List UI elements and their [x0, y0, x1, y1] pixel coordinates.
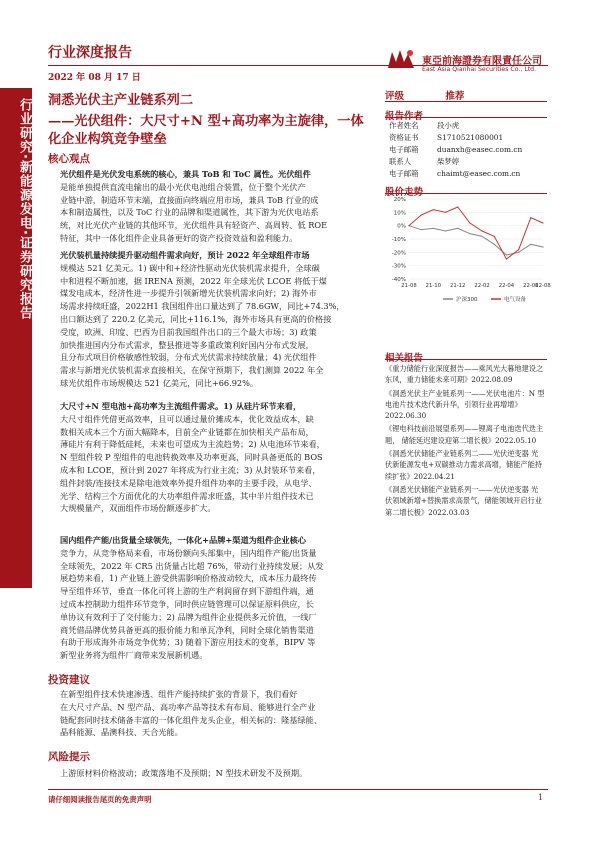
- paragraph-4: [60, 534, 375, 662]
- x-tick-label: 22-04: [498, 283, 515, 289]
- p2-line: 出口额达到了 220.2 亿美元，同比+116.1%，海外市场具有更高的价格接: [60, 313, 332, 324]
- analyst-row: [389, 120, 522, 132]
- paragraph-3: [60, 400, 375, 515]
- company-logo-icon: [384, 48, 418, 70]
- legend-label: 沪深300: [456, 297, 478, 303]
- y-tick-label: -10%: [391, 237, 406, 243]
- p4-line: 新型业务将为组件厂商带来发展新机遇。: [60, 650, 208, 661]
- authors-label: 报告作者: [385, 111, 424, 122]
- authors-header: [385, 104, 547, 122]
- p3-line: 数相关成本三个方面大幅降本，目前全产业链都在加快相关产品布局，: [60, 426, 314, 437]
- footer-divider: [48, 789, 548, 790]
- p1-line: 本和制造属性，以及 ToC 行业的品牌和渠道属性，其下游为光伏电站系: [60, 207, 319, 218]
- report-title-line2: ——光伏组件：大尺寸+N 型+高功率为主旋律，一体: [48, 114, 364, 129]
- p3-line: 组件封装/连接技术是除电池效率外提升组件功率的主要手段，从电学、: [60, 477, 317, 488]
- related-item[interactable]: 《洞悉光伏储能产业链系列二——光伏逆变器 光伏新能源发电+双碳推动力需求高增，储能产能持续扩张》2022.04.21: [385, 449, 542, 481]
- analyst-value: 柴梦婷: [437, 157, 460, 166]
- series-point: [433, 228, 434, 229]
- p4-line: 单协议有效利于了交付能力；2) 品牌为组件企业提供多元价值，一线厂: [60, 611, 317, 622]
- legend-label: 电气设备: [504, 297, 527, 303]
- p2-line: 规模达 521 亿美元。1) 碳中和+经济性驱动光伏装机需求提升，全球碳: [60, 262, 320, 273]
- series-point: [530, 244, 531, 245]
- y-tick-label: -30%: [391, 263, 406, 270]
- series-point: [494, 236, 495, 237]
- p6-line: 上游原材料价格波动；政策落地不及预期；N 型技术研发不及预期。: [60, 768, 308, 778]
- section-core: 核心观点: [48, 153, 90, 165]
- series-point: [506, 258, 507, 259]
- analyst-row: [389, 168, 522, 180]
- p1-line: 业链中游，制造环节末端，直接面向终端应用市场，兼具 ToB 行业的成: [60, 194, 319, 205]
- trend-header: [385, 180, 547, 198]
- related-header: [385, 346, 547, 364]
- related-list: [385, 363, 545, 518]
- p4-line: 有助于形成海外市场竞争优势；3) 随着下游应用技术的变革，BIPV 等: [60, 637, 316, 648]
- analyst-info: [389, 120, 522, 180]
- p1-line: 光伏组件是光伏发电系统的核心，兼具 ToB 和 ToC 属性。光伏组件: [60, 169, 311, 179]
- p2-line: 光伏装机量持续提升驱动组件需求向好，预计 2022 年全球组件市场: [60, 250, 310, 260]
- paragraph-5: [60, 688, 375, 739]
- x-tick-label: 22-02: [474, 283, 490, 289]
- stock-trend-chart: [385, 193, 551, 308]
- series-point: [433, 209, 434, 210]
- series-point: [421, 214, 422, 215]
- analyst-value: S1710521080001: [437, 133, 504, 142]
- p4-line: 国内组件产能/出货量全球领先，一体化+品牌+渠道为组件企业核心: [60, 535, 306, 545]
- series-point: [457, 206, 458, 207]
- series-line-1: [409, 207, 543, 259]
- p5-line: 链配套同时技术储备丰富的一体化组件龙头企业，相关标的：隆基绿能、: [60, 714, 323, 725]
- analyst-row: [389, 156, 522, 168]
- company-name-cn: 東亞前海證券有限責任公司: [422, 56, 542, 67]
- series-line-0: [409, 226, 543, 255]
- p2-line: 球光伏组件市场规模达 521 亿美元，同比+66.92%。: [60, 377, 259, 388]
- rating-value: 推荐: [445, 91, 465, 102]
- x-tick-label: 22-08: [535, 283, 551, 289]
- p4-line: 商凭借品牌优势具备更高的报价能力和单瓦净利，同时全球化销售渠道: [60, 624, 314, 635]
- analyst-email[interactable]: chaimt@easec.com.cn: [437, 169, 521, 178]
- report-title-line1: 洞悉光伏主产业链系列二: [48, 93, 194, 108]
- report-date: 2022 年 08 月 17 日: [48, 73, 141, 83]
- series-point: [457, 228, 458, 229]
- y-tick-label: 20%: [393, 197, 406, 203]
- p2-line: 场需求持续旺盛，2022H1 我国组件出口量达到了 78.6GW，同比+74.3%，: [60, 301, 345, 312]
- related-item[interactable]: 《重力储能行业深度报告——乘风光大暮地建设之东风，重力储能未来可期》2022.08.09: [385, 364, 544, 385]
- related-item[interactable]: 《洞悉光伏主产业链系列一——光伏电池片：N 型电池片技术迭代新升华，引领行业再增增》2022.06.30: [385, 388, 545, 421]
- series-point: [542, 246, 543, 247]
- analyst-row: [389, 132, 522, 144]
- related-label: 相关报告: [385, 353, 424, 364]
- p1-line: 统，对比光伏产业链的其他环节，光伏组件具有轻资产、高周转、低 ROE: [60, 220, 328, 231]
- section-risk: 风险提示: [48, 751, 90, 763]
- analyst-key: 电子邮箱: [389, 169, 419, 178]
- analyst-email[interactable]: duanxh@easec.com.cn: [437, 145, 523, 154]
- p1-line: 特征，其中一体化组件企业具备更好的资产投资效益和盈利能力。: [60, 232, 298, 243]
- series-point: [506, 254, 507, 255]
- p2-line: 且分布式项目价格敏感性较弱，分布式光伏需求持续放量；4) 光伏组件: [60, 352, 317, 363]
- p4-line: 竞争力，从竞争格局来看，市场份额向头部集中，国内组件产能/出货量: [60, 547, 317, 558]
- p3-line: N 型组件较 P 型组件的电池转换效率及功率更高，同时具备更低的 BOS: [60, 452, 323, 463]
- x-tick-label: 21-08: [401, 283, 417, 289]
- sidebar-text: 行业研究·新能源发电·证券研究报告: [17, 98, 32, 320]
- paragraph-2: [60, 249, 375, 390]
- analyst-row: [389, 144, 522, 156]
- y-tick-label: 0%: [397, 223, 406, 230]
- series-point: [445, 230, 446, 231]
- report-title-line3: 化企业构筑竞争壁垒: [48, 132, 167, 147]
- page-number: 1: [538, 793, 544, 802]
- y-tick-label: -20%: [391, 250, 406, 257]
- p2-line: 受度，欧洲、印度、巴西为目前我国组件出口的三个最大市场；3) 政策: [60, 326, 317, 337]
- p3-line: 成本和 LCOE，预计到 2027 年将成为行业主流；3) 从封装环节来看，: [60, 464, 321, 475]
- x-tick-label: 22-06: [523, 283, 539, 289]
- analyst-key: 作者姓名: [389, 121, 419, 130]
- analyst-key: 资格证书: [389, 133, 419, 142]
- related-item[interactable]: 《锂电科技前沿展望系列——锂离子电池迭代迭主题， 储能延迟建设迎第二增长极》2022.05.10: [385, 424, 544, 445]
- x-tick-label: 21-12: [450, 283, 466, 289]
- p3-line: 光学、结构三个方面优化的大功率组件需求旺盛，其中半片组件技术已: [60, 490, 314, 501]
- series-point: [518, 252, 519, 253]
- y-tick-label: -40%: [391, 277, 406, 283]
- analyst-value: 段小虎: [437, 121, 460, 130]
- p4-line: 全球领先，2022 年 CR5 出货量占比超 76%，带动行业持续发展；从发: [60, 560, 324, 571]
- p5-line: 在大尺寸产品、N 型产品、高功率产品等技术有布局、能够进行全产业: [60, 701, 316, 712]
- series-point: [469, 233, 470, 234]
- p3-line: 大尺寸+N 型电池+高功率为主流组件需求。1) 从硅片环节来看，: [60, 401, 302, 411]
- p1-line: 是能单独提供直流电输出的最小光伏电池组合装置，位于整个光伏产: [60, 181, 306, 192]
- series-point: [530, 217, 531, 218]
- footer-disclaimer[interactable]: 请仔细阅读报告尾页的免责声明: [48, 795, 152, 804]
- section-investment: 投资建议: [48, 674, 90, 686]
- series-point: [481, 236, 482, 237]
- series-point: [421, 229, 422, 230]
- paragraph-1: [60, 168, 375, 245]
- sidebar-banner: [0, 88, 32, 588]
- rating-row: [385, 88, 547, 102]
- series-point: [542, 222, 543, 223]
- p4-line: 过成本控制助力组件环节竞争，同时供应链管理可以保证原料供应，长: [60, 598, 314, 609]
- p2-line: 加快推进国内分布式需求，整县推进等多重政策利好国内分布式发展，: [60, 339, 314, 350]
- series-point: [494, 244, 495, 245]
- p3-line: 大尺寸组件凭借更高效率，且可以通过量价摊成本，优化效益成本，缺: [60, 413, 314, 424]
- series-point: [518, 249, 519, 250]
- p3-line: 薄硅片有利于降低硅耗，未来也可望成为主流趋势；2) 从电池环节来看，: [60, 439, 325, 450]
- p5-line: 晶科能源、晶澳科技、天合光能。: [60, 727, 183, 738]
- analyst-key: 电子邮箱: [389, 145, 419, 154]
- company-name-en: East Asia Qianhai Securities Co., Ltd.: [422, 66, 537, 73]
- x-tick-label: 21-10: [425, 283, 442, 289]
- p2-line: 需求与新增光伏装机需求直接相关，在保守预期下，我们测算 2022 年全: [60, 365, 324, 376]
- series-point: [469, 222, 470, 223]
- y-tick-label: 10%: [393, 210, 406, 217]
- p4-line: 展趋势来看，1) 产业链上游受供需影响价格波动较大，成本压力最终传: [60, 573, 317, 584]
- p2-line: 中和进程不断加速，据 IRENA 预测，2022 年全球光伏 LCOE 将低于煤: [60, 275, 327, 286]
- series-point: [445, 212, 446, 213]
- trend-label: 股价走势: [385, 187, 424, 198]
- p4-line: 导至组件环节，垂直一体化可将上游的生产利润留存到下游组件端，通: [60, 586, 314, 597]
- paragraph-6: [60, 767, 375, 780]
- p5-line: 在新型组件技术快速渗透、组件产能持续扩张的背景下，我们看好: [60, 689, 298, 699]
- report-category: 行业深度报告: [48, 45, 132, 61]
- p2-line: 煤发电成本，经济性进一步提升引领新增光伏装机需求向好；2) 海外市: [60, 288, 317, 299]
- rating-label: 评级: [385, 91, 405, 102]
- analyst-key: 联系人: [389, 157, 412, 166]
- p3-line: 大规模量产，双面组件市场份额逐步扩大。: [60, 503, 216, 514]
- related-item[interactable]: 《洞悉光伏储能产业链系列一——光伏逆变器 光伏领域新增+替换需求高景气，储能领域开启行业第二增长极》2022.03.03: [385, 484, 542, 517]
- series-point: [408, 225, 409, 226]
- series-point: [481, 230, 482, 231]
